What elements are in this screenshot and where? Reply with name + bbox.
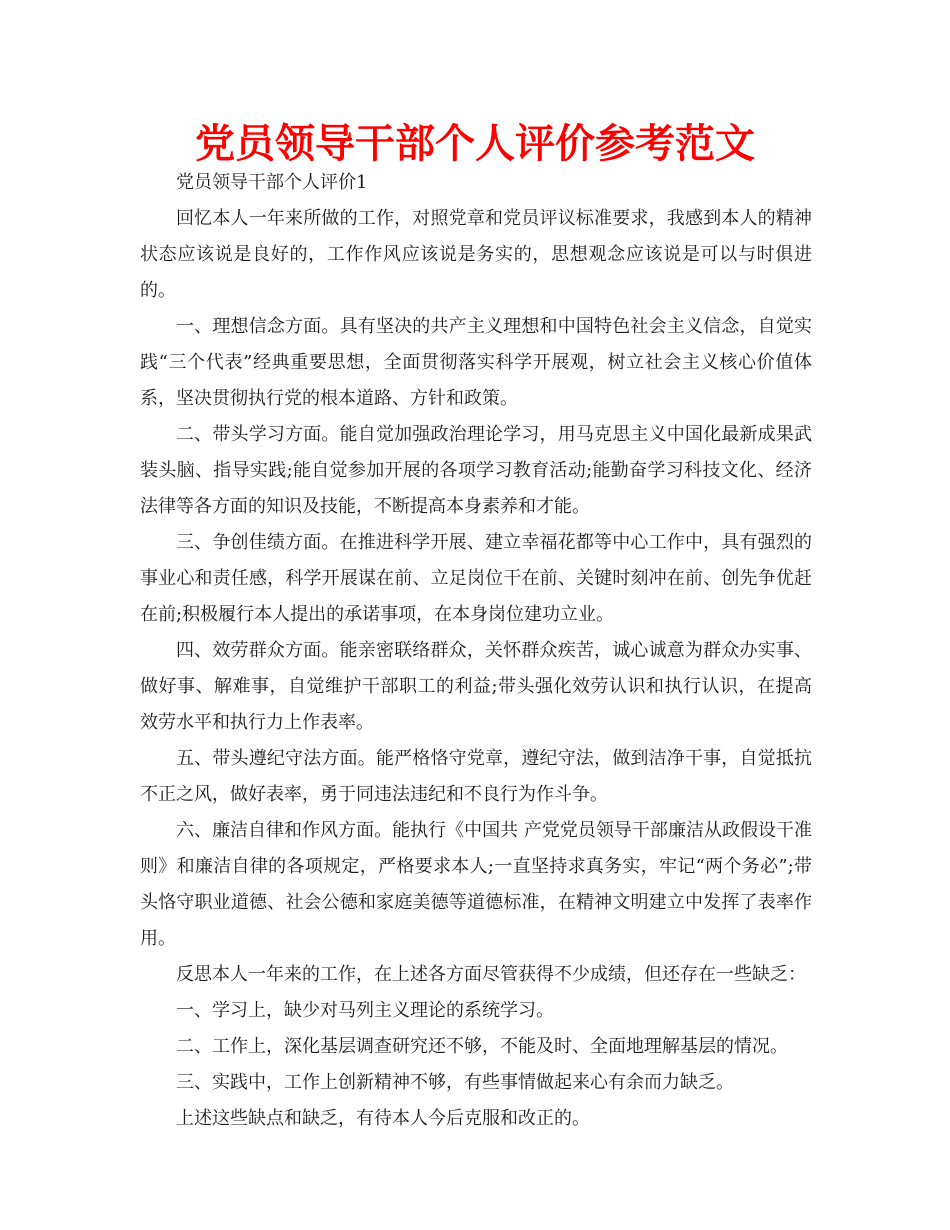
paragraph-reflection: 反思本人一年来的工作，在上述各方面尽管获得不少成绩，但还存在一些缺乏： <box>176 964 806 985</box>
paragraph-study: 二、带头学习方面。能自觉加强政治理论学习，用马克思主义中国化最新成果武装头脑、指导实践;能自觉参加开展的各项学习教育活动;能勤奋学习科技文化、经济法律等各方面的知识及技能，不断提高本身素养和才能。 <box>140 424 812 517</box>
paragraph-subtitle: 党员领导干部个人评价1 <box>176 172 368 193</box>
paragraph-shortcoming-2: 二、工作上，深化基层调查研究还不够，不能及时、全面地理解基层的情况。 <box>176 1036 788 1057</box>
paragraph-shortcoming-3: 三、实践中，工作上创新精神不够，有些事情做起来心有余而力缺乏。 <box>176 1072 734 1093</box>
paragraph-ideals: 一、理想信念方面。具有坚决的共产主义理想和中国特色社会主义信念，自觉实践“三个代表”经典重要思想，全面贯彻落实科学开展观，树立社会主义核心价值体系，坚决贯彻执行党的根本道路、方针和政策。 <box>140 316 812 409</box>
paragraph-conclusion: 上述这些缺点和缺乏，有待本人今后克服和改正的。 <box>176 1108 590 1129</box>
paragraph-shortcoming-1: 一、学习上，缺少对马列主义理论的系统学习。 <box>176 1000 554 1021</box>
paragraph-intro: 回忆本人一年来所做的工作，对照党章和党员评议标准要求，我感到本人的精神状态应该说是良好的，工作作风应该说是务实的，思想观念应该说是可以与时俱进的。 <box>140 208 812 301</box>
document-body <box>140 165 812 1137</box>
paragraph-service: 四、效劳群众方面。能亲密联络群众，关怀群众疾苦，诚心诚意为群众办实事、做好事、解难事，自觉维护干部职工的利益;带头强化效劳认识和执行认识，在提高效劳水平和执行力上作表率。 <box>140 640 812 733</box>
document-title: 党员领导干部个人评价参考范文 <box>195 121 755 167</box>
paragraph-achievement: 三、争创佳绩方面。在推进科学开展、建立幸福花都等中心工作中，具有强烈的事业心和责任感，科学开展谋在前、立足岗位干在前、关键时刻冲在前、创先争优赶在前;积极履行本人提出的承诺事项，在本身岗位建功立业。 <box>140 532 812 625</box>
paragraph-integrity: 六、廉洁自律和作风方面。能执行《中国共 产党党员领导干部廉洁从政假设干准则》和廉洁自律的各项规定，严格要求本人;一直坚持求真务实，牢记“两个务必”;带头恪守职业道德、社会公德和家庭美德等道德标准，在精神文明建立中发挥了表率作用。 <box>140 820 812 949</box>
paragraph-law: 五、带头遵纪守法方面。能严格恪守党章，遵纪守法，做到洁净干事，自觉抵抗不正之风，做好表率，勇于同违法违纪和不良行为作斗争。 <box>140 748 812 805</box>
